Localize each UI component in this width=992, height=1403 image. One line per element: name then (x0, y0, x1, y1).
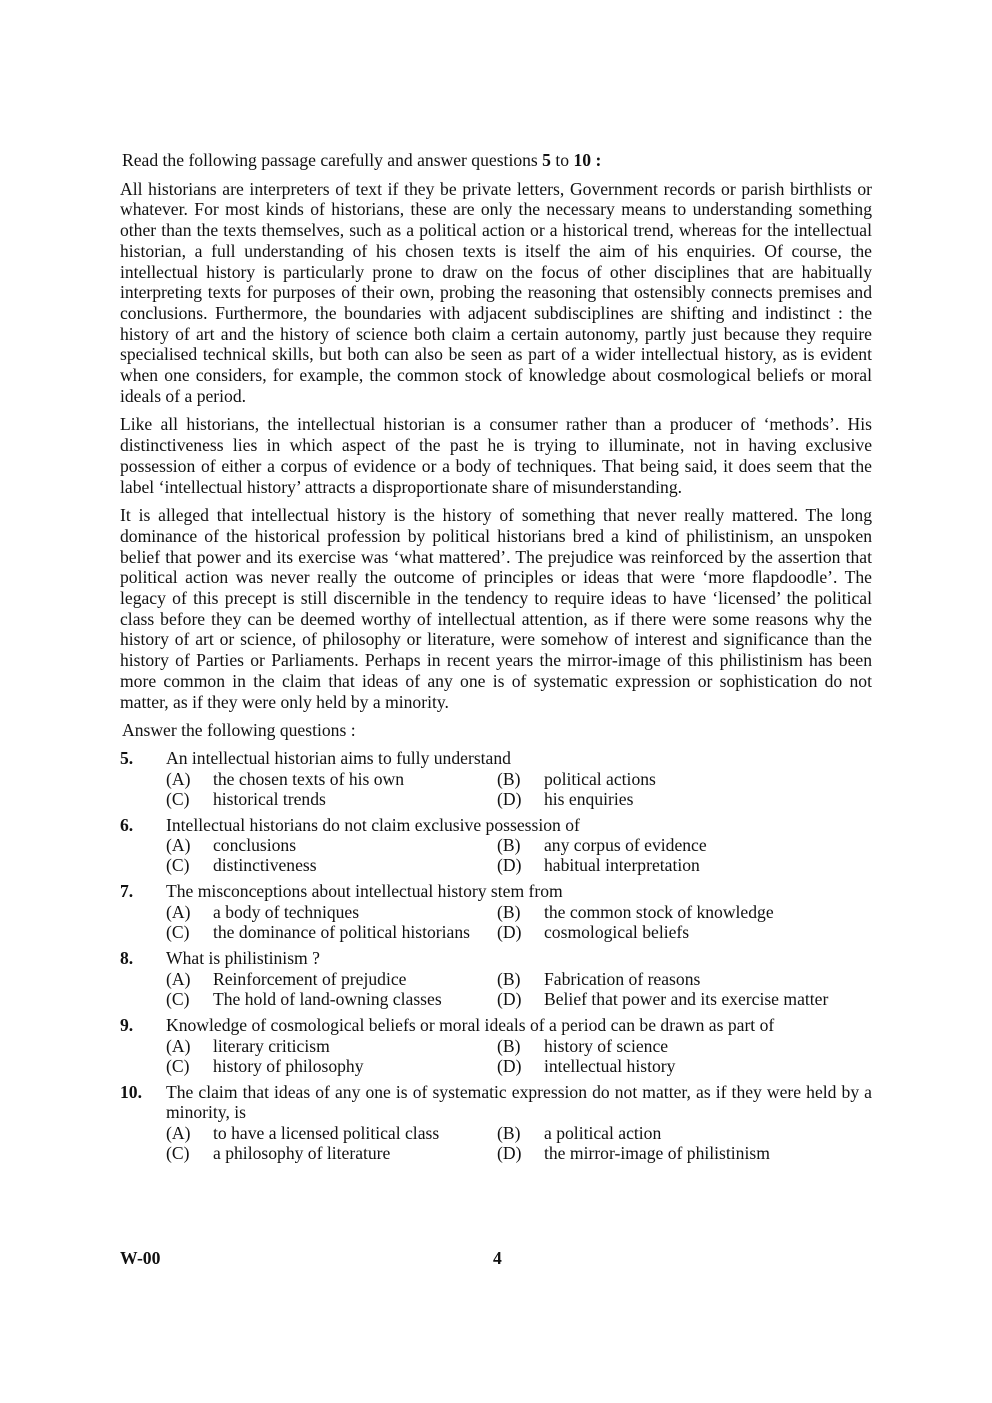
page-number: 4 (493, 1248, 502, 1268)
option-letter: (C) (166, 788, 190, 809)
question-item (120, 815, 872, 876)
question-number: 6. (120, 814, 134, 835)
option-text: Reinforcement of prejudice (213, 968, 407, 989)
option-text: political actions (544, 768, 656, 789)
option-grid (166, 835, 872, 875)
option-grid (166, 969, 872, 1009)
option-text: any corpus of evidence (544, 835, 707, 856)
question-number: 10. (120, 1081, 142, 1102)
question-body (166, 1015, 872, 1076)
question-item (120, 1082, 872, 1163)
question-body (166, 948, 872, 1009)
option-text: the common stock of knowledge (544, 902, 774, 923)
option-text: Belief that power and its exercise matter (544, 988, 829, 1009)
option-text: history of science (544, 1035, 669, 1056)
question-number: 8. (120, 948, 134, 969)
paper-code: W-00 (120, 1248, 161, 1268)
option-text: literary criticism (213, 1035, 330, 1056)
option-text: the dominance of political historians (213, 922, 470, 943)
option-letter: (D) (497, 855, 522, 876)
option-letter: (C) (166, 855, 190, 876)
question-number: 5. (120, 747, 134, 768)
option-text: the chosen texts of his own (213, 768, 405, 789)
option-text: a philosophy of literature (213, 1142, 391, 1163)
option-letter: (B) (497, 768, 521, 789)
question-body (166, 881, 872, 942)
option-letter: (A) (166, 968, 191, 989)
option-text: cosmological beliefs (544, 922, 690, 943)
question-text: Intellectual historians do not claim exclusive possession of (166, 814, 580, 835)
option-text: history of philosophy (213, 1055, 364, 1076)
option-text: intellectual history (544, 1055, 676, 1076)
option-letter: (D) (497, 988, 522, 1009)
question-text: What is philistinism ? (166, 948, 320, 969)
question-body (166, 748, 872, 809)
question-body (166, 1082, 872, 1163)
answer-instruction: Answer the following questions : (122, 720, 356, 741)
option-text: The hold of land-owning classes (213, 988, 442, 1009)
question-number: 7. (120, 881, 134, 902)
question-list (120, 748, 872, 1163)
option-text: his enquiries (544, 788, 634, 809)
option-letter: (D) (497, 922, 522, 943)
question-body (166, 815, 872, 876)
passage-paragraph: All historians are interpreters of text if they be private letters, Government records or parish birthlists or whatever. For most kinds of historians, these are only the necessary means to understanding something other than the texts themselves, such as a political action or a historical trend, whereas for the intellectual historian, a full understanding of his chosen texts is itself the aim of his enquiries. Of course, the intellectual history is particularly prone to draw on the focus of other disciplines that are habitually interpreting texts for purposes of their own, probing the reasoning that ostensibly connects premises and conclusions. Furthermore, the boundaries with adjacent subdisciplines are shifting and indistinct : the history of art and the history of science both claim a certain autonomy, partly just because they require specialised technical skills, but both can also be seen as part of a wider intellectual history, as is evident when one considers, for example, the common stock of knowledge about cosmological beliefs or moral ideals of a period. (120, 178, 872, 406)
question-item (120, 948, 872, 1009)
exam-page (120, 150, 872, 1169)
question-item (120, 748, 872, 809)
option-text: conclusions (213, 835, 297, 856)
option-text: habitual interpretation (544, 855, 700, 876)
passage-paragraph: Like all historians, the intellectual historian is a consumer rather than a producer of ‘methods’. His distinctiveness lies in which aspect of the past he is trying to illuminate, not in having exclusive possession of either a corpus of evidence or a body of techniques. That being said, it does seem that the label ‘intellectual history’ attracts a disproportionate share of misunderstanding. (120, 414, 872, 497)
option-text: Fabrication of reasons (544, 968, 701, 989)
option-letter: (C) (166, 988, 190, 1009)
option-text: the mirror-image of philistinism (544, 1142, 770, 1163)
option-grid (166, 1036, 872, 1076)
option-grid (166, 902, 872, 942)
option-letter: (A) (166, 1122, 191, 1143)
question-number: 9. (120, 1014, 134, 1035)
option-letter: (A) (166, 835, 191, 856)
question-text: Knowledge of cosmological beliefs or moral ideals of a period can be drawn as part of (166, 1014, 775, 1035)
question-text: The misconceptions about intellectual history stem from (166, 881, 563, 902)
option-letter: (B) (497, 835, 521, 856)
passage-instruction: Read the following passage carefully and answer questions 5 to 10 : (122, 150, 602, 170)
option-letter: (D) (497, 1142, 522, 1163)
option-text: to have a licensed political class (213, 1122, 440, 1143)
option-letter: (A) (166, 1035, 191, 1056)
question-item (120, 1015, 872, 1076)
question-item (120, 881, 872, 942)
option-grid (166, 769, 872, 809)
question-text: The claim that ideas of any one is of systematic expression do not matter, as if they were held by a minority, is (166, 1081, 872, 1123)
option-letter: (C) (166, 1142, 190, 1163)
option-letter: (A) (166, 902, 191, 923)
option-letter: (B) (497, 902, 521, 923)
option-letter: (B) (497, 1035, 521, 1056)
option-grid (166, 1123, 872, 1163)
passage-paragraph: It is alleged that intellectual history is the history of something that never really mattered. The long dominance of the historical profession by political historians bred a kind of philistinism, an unspoken belief that power and its exercise was ‘what mattered’. The prejudice was reinforced by the assertion that political action was never really the outcome of principles or ideas that were ‘more flapdoodle’. The legacy of this precept is still discernible in the tendency to require ideas to have ‘licensed’ the political class before they can be deemed worthy of intellectual attention, as if there were some reasons why the history of art or science, of philosophy or literature, were somehow of interest and significance than the history of Parties or Parliaments. Perhaps in recent years the mirror-image of this philistinism has been more common in the claim that ideas of any one is of systematic expression or sophistication do not matter, as if they were only held by a minority. (120, 505, 872, 712)
option-letter: (D) (497, 1055, 522, 1076)
option-letter: (C) (166, 922, 190, 943)
option-text: a body of techniques (213, 902, 360, 923)
option-text: distinctiveness (213, 855, 317, 876)
question-text: An intellectual historian aims to fully understand (166, 747, 511, 768)
option-letter: (A) (166, 768, 191, 789)
option-text: historical trends (213, 788, 326, 809)
option-letter: (B) (497, 1122, 521, 1143)
option-letter: (C) (166, 1055, 190, 1076)
option-letter: (B) (497, 968, 521, 989)
option-text: a political action (544, 1122, 662, 1143)
option-letter: (D) (497, 788, 522, 809)
